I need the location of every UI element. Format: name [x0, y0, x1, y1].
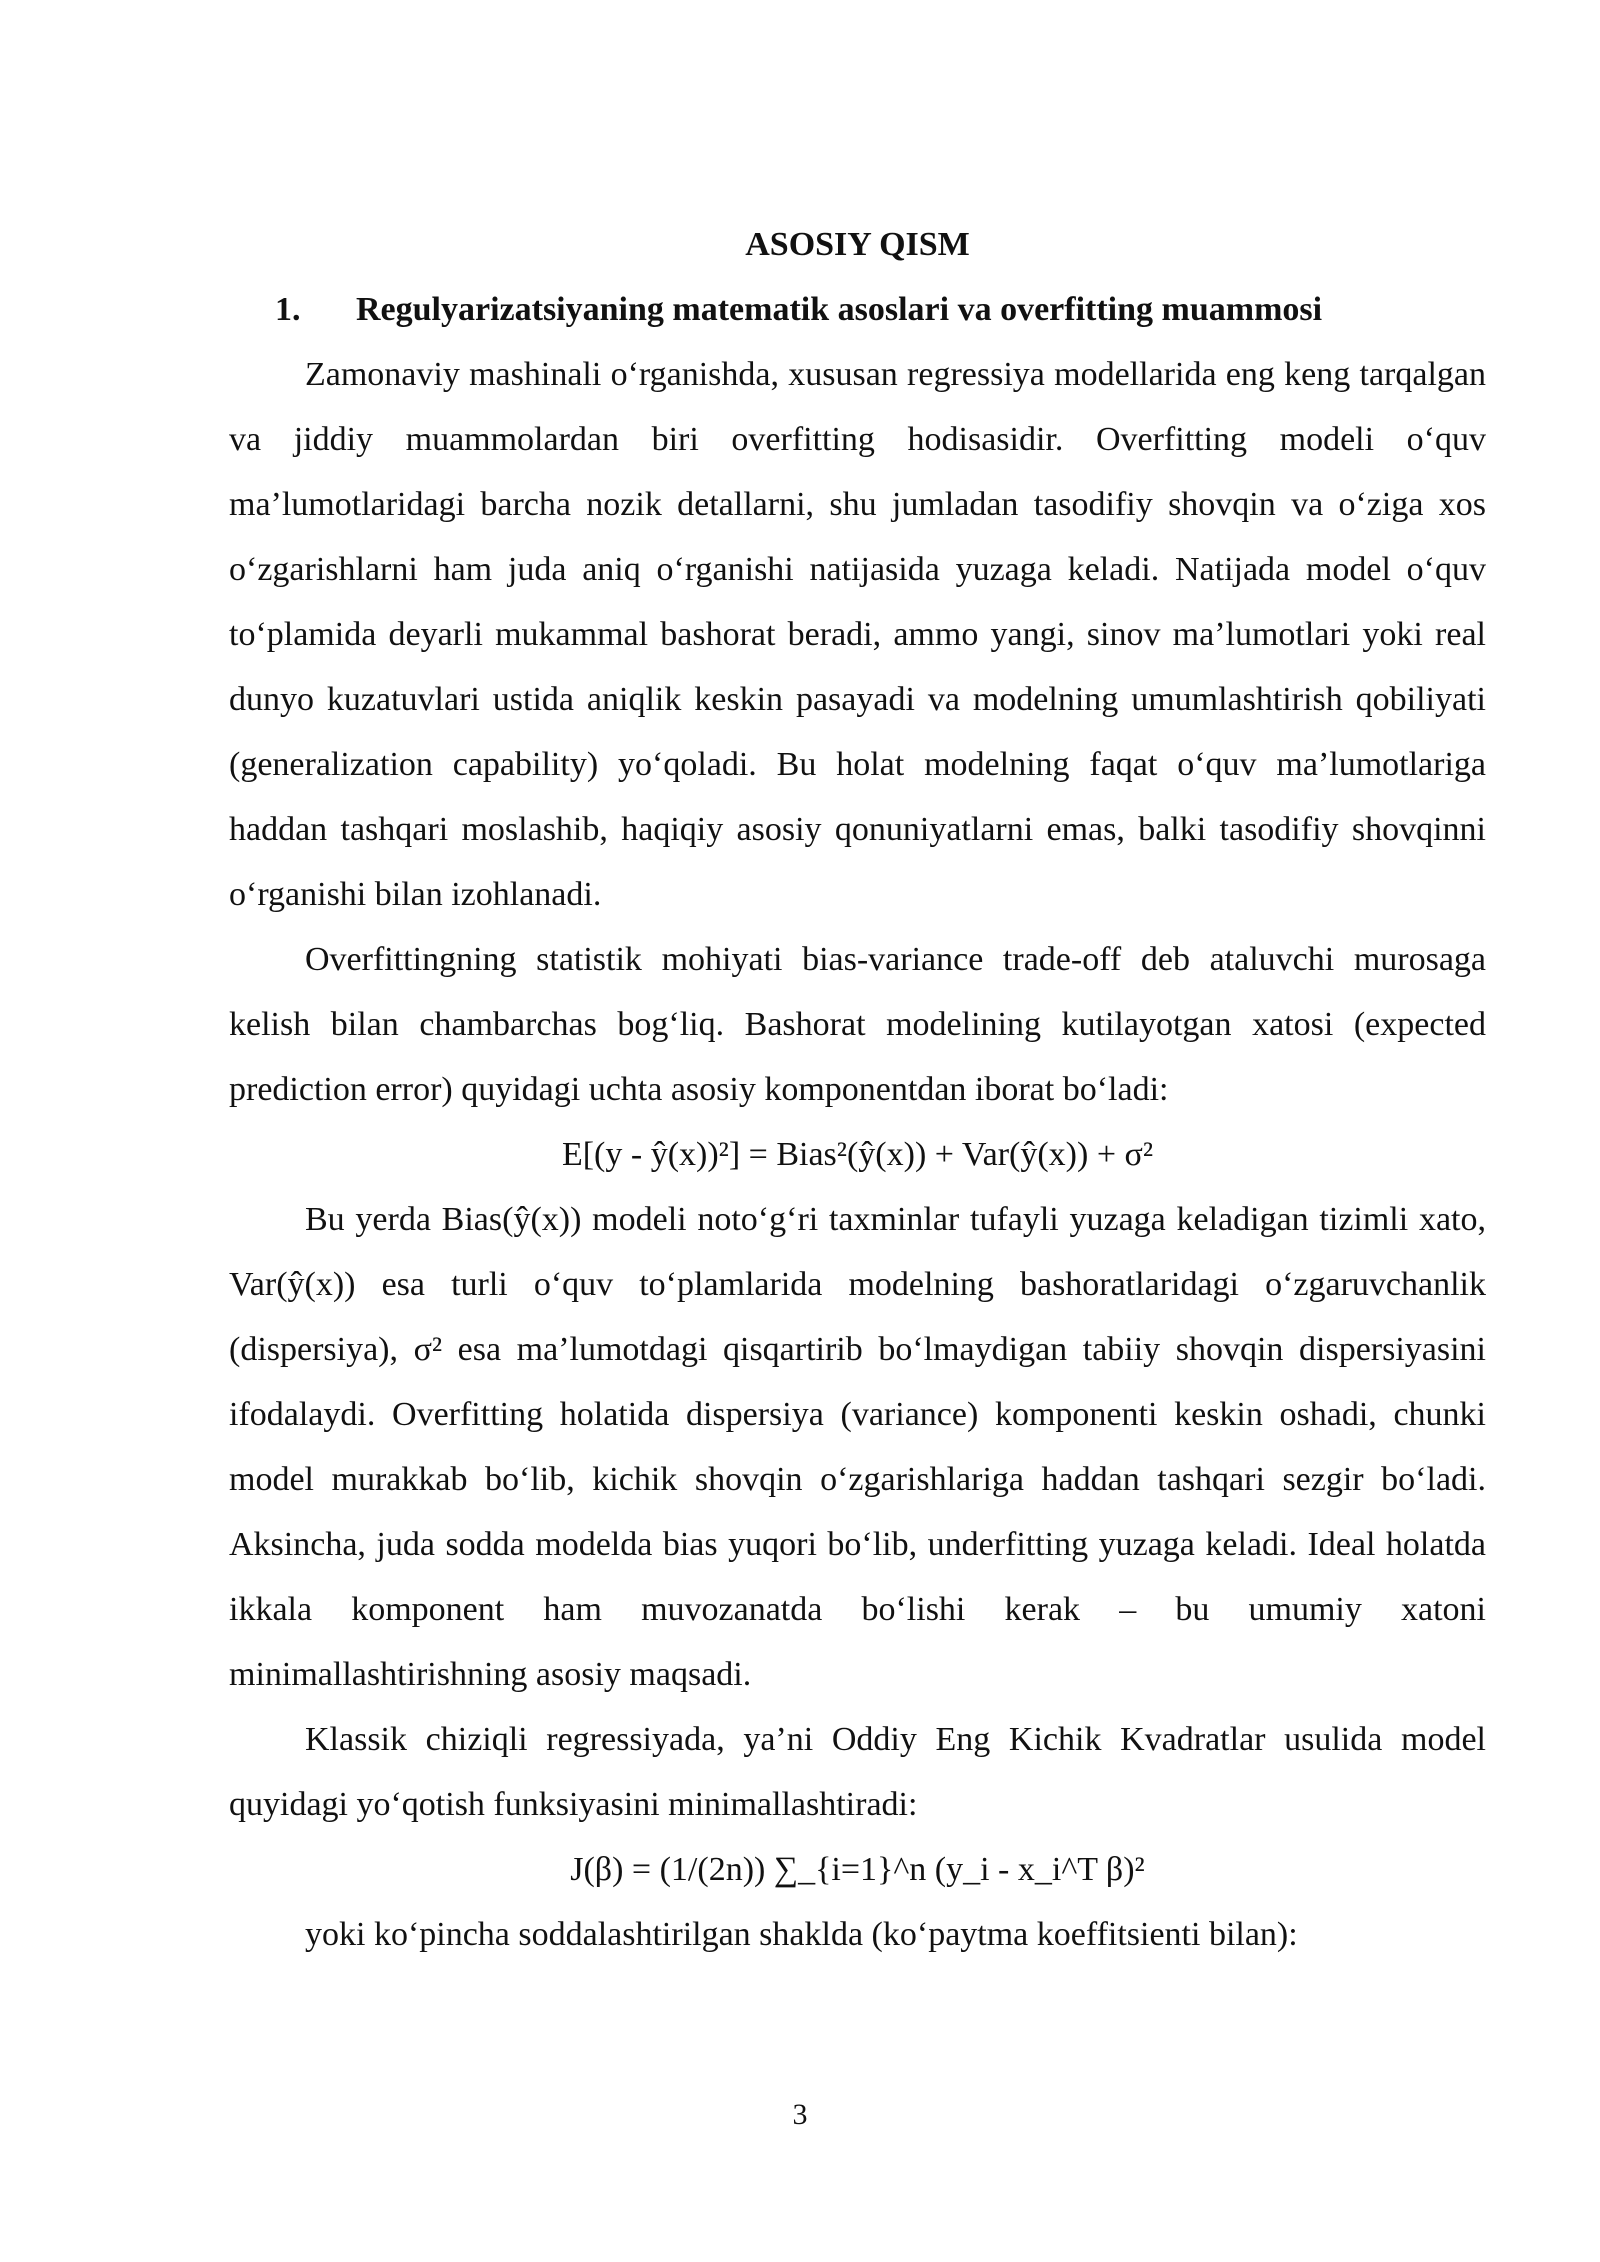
page-number: 3: [792, 2098, 808, 2131]
paragraph-bias-variance: Overfittingning statistik mohiyati bias-variance trade-off deb ataluvchi murosaga kelish bilan chambarchas bog‘liq. Bashorat modelining kutilayotgan xatosi (expected prediction error) quyidagi uchta asosiy komponentdan iborat bo‘ladi:: [229, 941, 1486, 1108]
paragraph-bias-explanation: Bu yerda Bias(ŷ(x)) modeli noto‘g‘ri taxminlar tufayli yuzaga keladigan tizimli xato, Var(ŷ(x)) esa turli o‘quv to‘plamlarida modelning bashoratlaridagi o‘zgaruvchanlik (dispersiya), σ² esa ma’lumotdagi qisqartirib bo‘lmaydigan tabiiy shovqin dispersiyasini ifodalaydi. Overfitting holatida dispersiya (variance) komponenti keskin oshadi, chunki model murakkab bo‘lib, kichik shovqin o‘zgarishlariga haddan tashqari sezgir bo‘ladi. Aksincha, juda sodda modelda bias yuqori bo‘lib, underfitting yuzaga keladi. Ideal holatda ikkala komponent ham muvozanatda bo‘lishi kerak – bu umumiy xatoni minimallashtirishning asosiy maqsadi.: [229, 1201, 1486, 1693]
main-heading: ASOSIY QISM: [745, 226, 970, 263]
paragraph-overfitting-intro: Zamonaviy mashinali o‘rganishda, xususan regressiya modellarida eng keng tarqalgan va jiddiy muammolardan biri overfitting hodisasidir. Overfitting modeli o‘quv ma’lumotlaridagi barcha nozik detallarni, shu jumladan tasodifiy shovqin va o‘ziga xos o‘zgarishlarni ham juda aniq o‘rganishi natijasida yuzaga keladi. Natijada model o‘quv to‘plamida deyarli mukammal bashorat beradi, ammo yangi, sinov ma’lumotlari yoki real dunyo kuzatuvlari ustida aniqlik keskin pasayadi va modelning umumlashtirish qobiliyati (generalization capability) yo‘qoladi. Bu holat modelning faqat o‘quv ma’lumotlariga haddan tashqari moslashib, haqiqiy asosiy qonuniyatlarni emas, balki tasodifiy shovqinni o‘rganishi bilan izohlanadi.: [229, 356, 1486, 913]
section-number: 1.: [275, 291, 301, 328]
section-title: [229, 277, 1486, 342]
paragraph-simplified-form: yoki ko‘pincha soddalashtirilgan shaklda (ko‘paytma koeffitsienti bilan):: [305, 1916, 1298, 1953]
section-title-text: Regulyarizatsiyaning matematik asoslari va overfitting muammosi: [356, 291, 1323, 328]
page-content: [229, 212, 1486, 1967]
paragraph-ols-intro: Klassik chiziqli regressiyada, ya’ni Oddiy Eng Kichik Kvadratlar usulida model quyidagi yo‘qotish funksiyasini minimallashtiradi:: [229, 1721, 1486, 1823]
formula-loss-function: J(β) = (1/(2n)) ∑_{i=1}^n (y_i - x_i^T β)²: [570, 1851, 1145, 1888]
formula-expected-error: E[(y - ŷ(x))²] = Bias²(ŷ(x)) + Var(ŷ(x)) + σ²: [561, 1136, 1154, 1173]
